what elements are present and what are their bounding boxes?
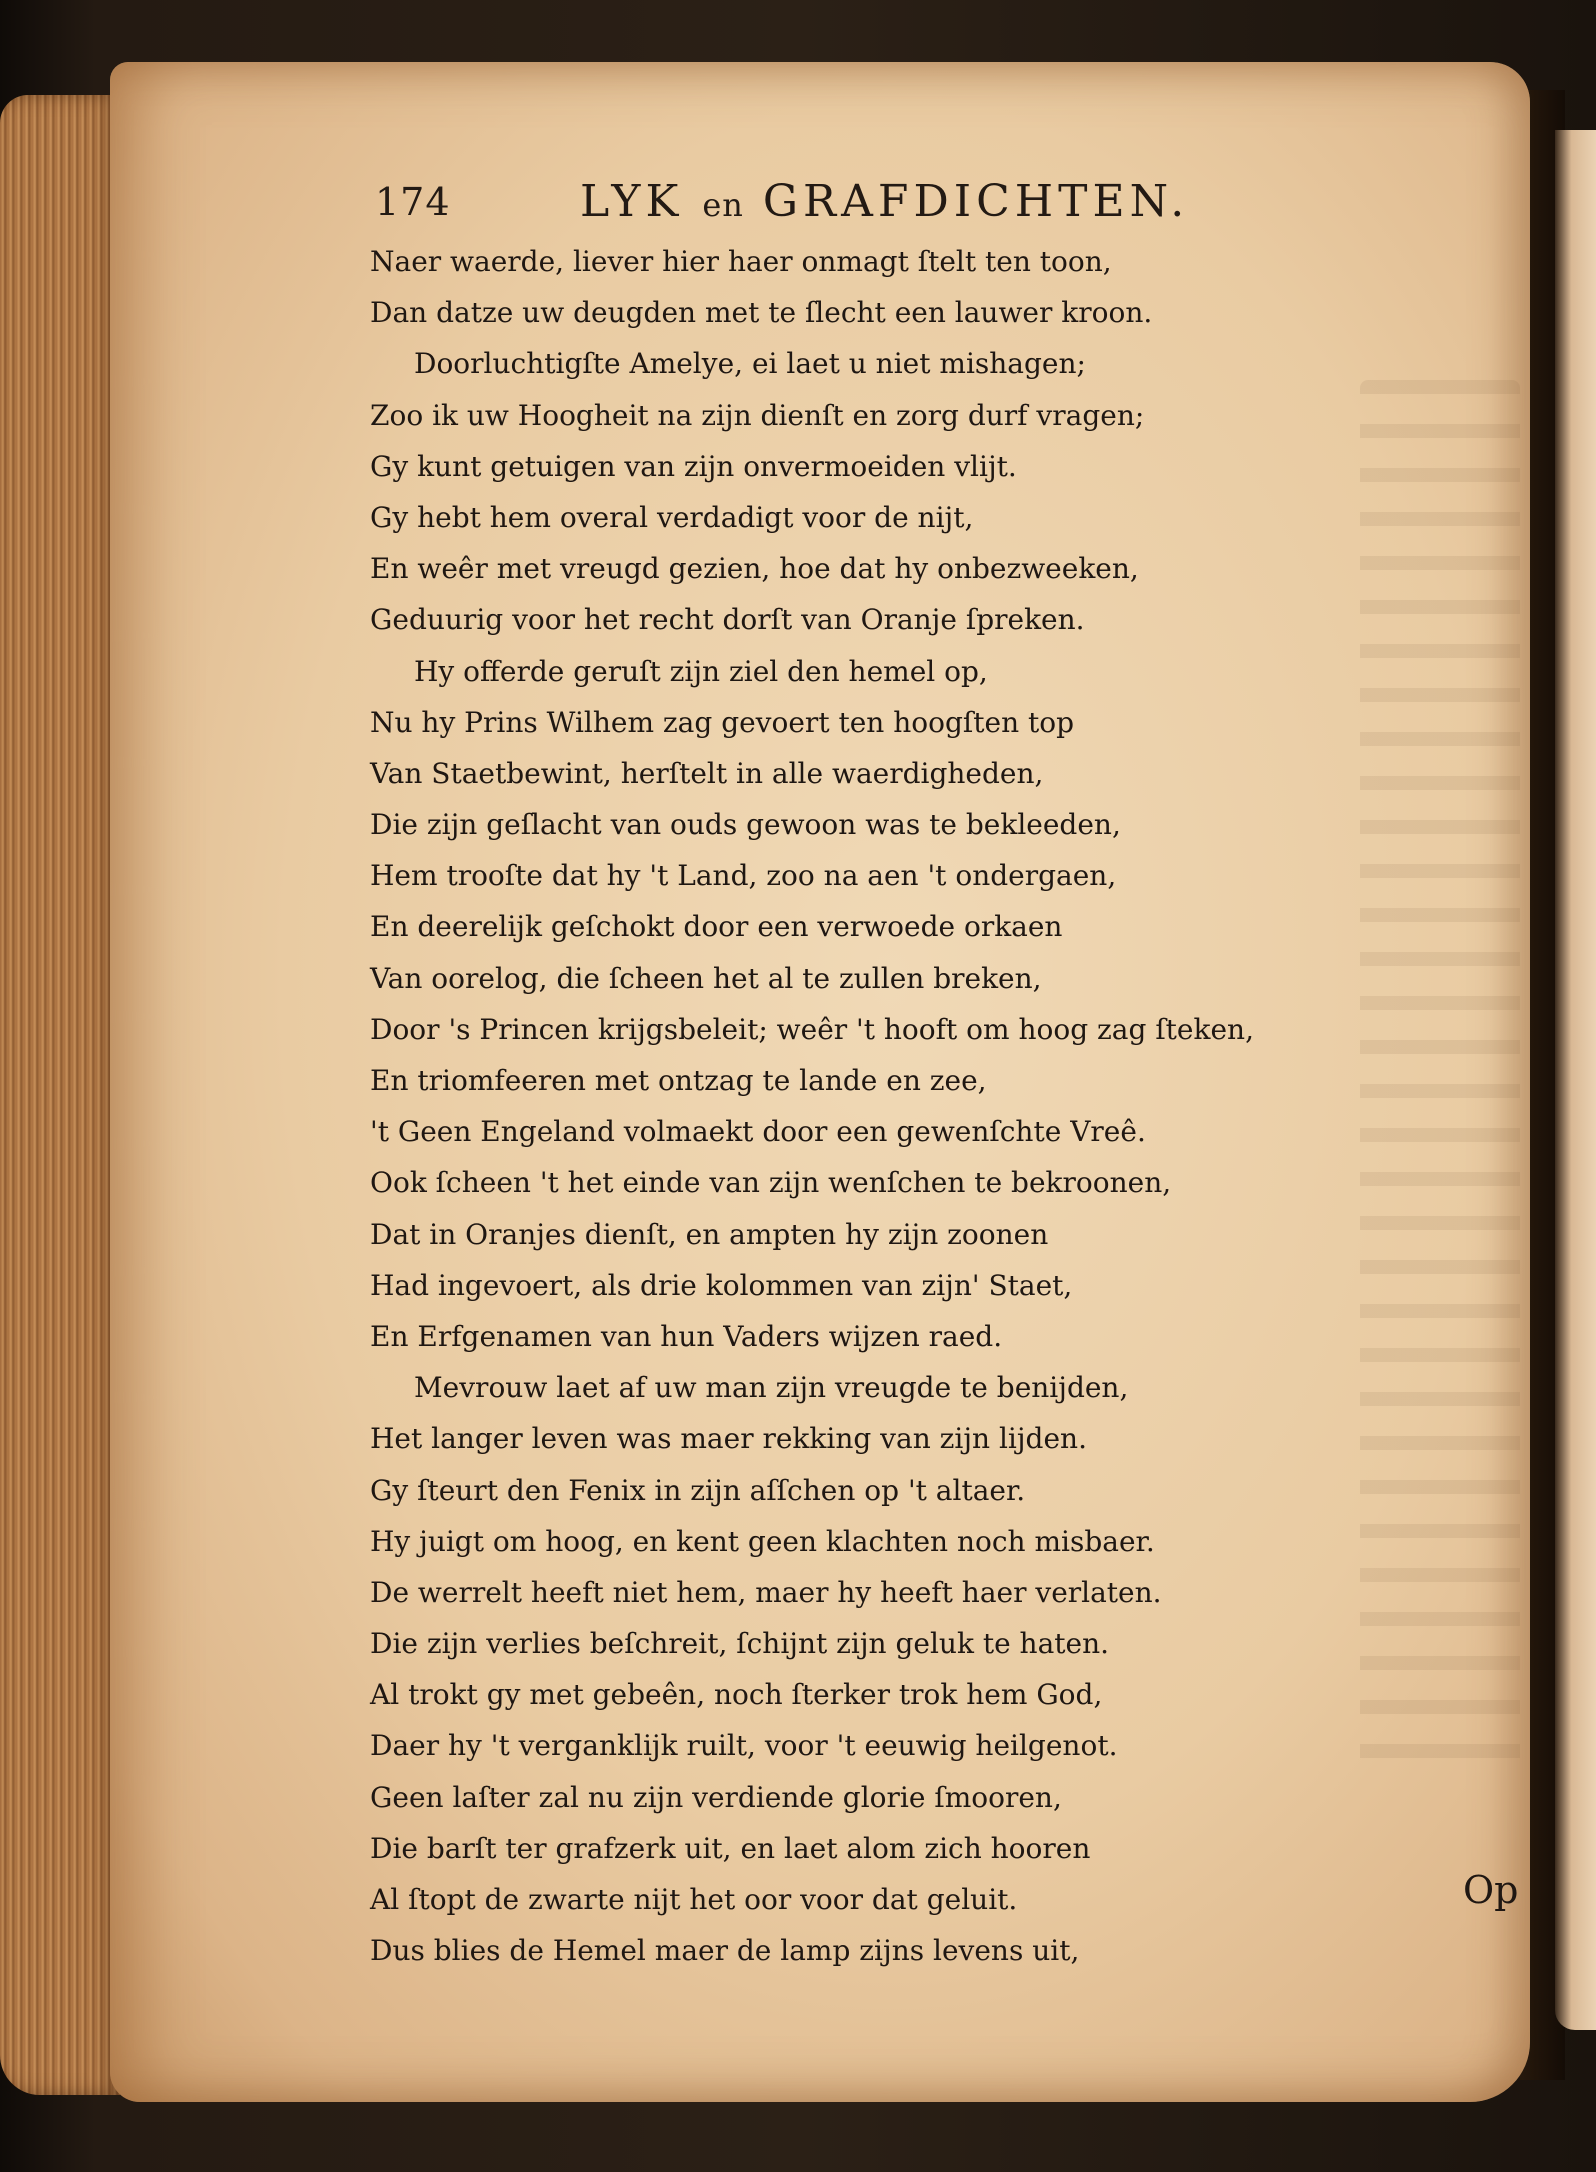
book-page-edges [0, 95, 120, 2095]
poem-line: Dat in Oranjes dienſt, en ampten hy zijn zoonen [370, 1217, 1049, 1251]
poem-line: En triomfeeren met ontzag te lande en zee, [370, 1064, 987, 1097]
poem-line: Naer waerde, liever hier haer onmagt ſtelt ten toon, [370, 245, 1112, 278]
poem-line: En deerelijk geſchokt door een verwoede orkaen [370, 910, 1063, 944]
poem-line: Het langer leven was maer rekking van zijn lijden. [370, 1422, 1087, 1456]
running-head-grafdichten: GRAFDICHTEN. [762, 176, 1190, 227]
facing-page-edge [1555, 130, 1596, 2030]
poem-line: En Erfgenamen van hun Vaders wijzen raed. [370, 1319, 1003, 1353]
poem-line: Gy ſteurt den Fenix in zijn aſſchen op 't altaer. [370, 1473, 1026, 1507]
poem-line: Dan datze uw deugden met te ſlecht een lauwer kroon. [370, 296, 1153, 330]
poem-line: Geen laſter zal nu zijn verdiende glorie ſmooren, [370, 1780, 1062, 1814]
page-number: 174 [375, 180, 451, 224]
poem-line: Mevrouw laet af uw man zijn vreugde te benijden, [414, 1371, 1129, 1405]
poem-line: 't Geen Engeland volmaekt door een gewenſchte Vreê. [370, 1115, 1146, 1149]
catchword: Op [1463, 1868, 1519, 1912]
poem-line: Doorluchtigſte Amelye, ei laet u niet mishagen; [414, 347, 1086, 381]
poem-line: Nu hy Prins Wilhem zag gevoert ten hoogſten top [370, 705, 1075, 739]
poem-line: Daer hy 't verganklijk ruilt, voor 't eeuwig heilgenot. [370, 1729, 1118, 1763]
poem-line: Geduurig voor het recht dorſt van Oranje ſpreken. [370, 603, 1085, 637]
poem-line: Die zijn verlies beſchreit, ſchijnt zijn geluk te haten. [370, 1627, 1110, 1661]
running-head-en: en [702, 186, 744, 224]
poem-line: De werrelt heeft niet hem, maer hy heeft haer verlaten. [370, 1575, 1162, 1609]
poem-line: Van Staetbewint, herſtelt in alle waerdigheden, [370, 756, 1044, 790]
poem-line: Dus blies de Hemel maer de lamp zijns levens uit, [370, 1934, 1080, 1968]
poem-text [370, 236, 1510, 1976]
running-head [580, 176, 1189, 227]
poem-line: Ook ſcheen 't het einde van zijn wenſchen te bekroonen, [370, 1166, 1172, 1200]
poem-line: Hy juigt om hoog, en kent geen klachten noch misbaer. [370, 1524, 1155, 1558]
poem-line: Al ſtopt de zwarte nijt het oor voor dat geluit. [370, 1883, 1018, 1916]
page-header [375, 176, 1375, 236]
poem-line: Van oorelog, die ſcheen het al te zullen breken, [370, 961, 1042, 995]
poem-line: Hy offerde geruſt zijn ziel den hemel op, [414, 654, 988, 688]
running-head-lyk: LYK [580, 176, 684, 227]
poem-line: Hem trooſte dat hy 't Land, zoo na aen 't ondergaen, [370, 859, 1117, 893]
poem-line: Had ingevoert, als drie kolommen van zijn' Staet, [370, 1268, 1073, 1302]
poem-line: Gy kunt getuigen van zijn onvermoeiden vlijt. [370, 449, 1017, 483]
poem-line: Al trokt gy met gebeên, noch ſterker trok hem God, [370, 1678, 1103, 1712]
poem-line: Die zijn geſlacht van ouds gewoon was te bekleeden, [370, 808, 1121, 842]
poem-line: En weêr met vreugd gezien, hoe dat hy onbezweeken, [370, 552, 1139, 586]
poem-line: Zoo ik uw Hoogheit na zijn dienſt en zorg durf vragen; [370, 398, 1145, 432]
poem-line: Gy hebt hem overal verdadigt voor de nijt, [370, 500, 974, 534]
poem-line: Door 's Princen krijgsbeleit; weêr 't hooft om hoog zag ſteken, [370, 1012, 1254, 1046]
poem-line: Die barſt ter grafzerk uit, en laet alom zich hooren [370, 1831, 1091, 1865]
